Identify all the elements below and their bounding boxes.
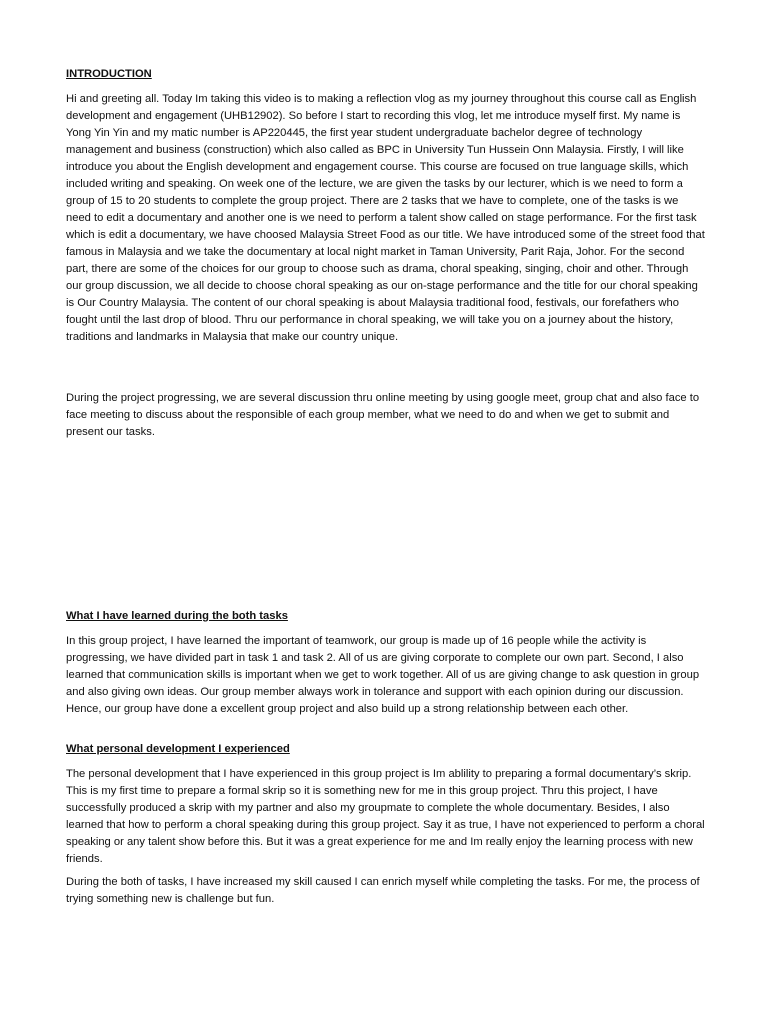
- introduction-paragraph-2: [66, 390, 706, 441]
- development-paragraph-text: The personal development that I have experienced in this group project is Im ablility to preparing a formal documentary’s skrip. This is my first time to prepare a formal skrip so it is something new for me in this group project. Thru this project, I have successfully produced a skrip with my partner and also my groupmate to complete the whole documentary. Besides, I also learned that how to perform a choral speaking during this group project. Say it as true, I have not experienced to perform a choral speaking or any talent show before this. But it was a great experience for me and Im really enjoy the learning process with new friends.: [66, 768, 705, 865]
- learned-heading: What I have learned during the both tasks: [66, 610, 288, 622]
- development-heading: What personal development I experienced: [66, 743, 290, 755]
- learned-paragraph-text: In this group project, I have learned the important of teamwork, our group is made up of 16 people while the activity is progressing, we have divided part in task 1 and task 2. All of us are giving corporate to complete our own part. Second, I also learned that communication skills is important when we get to work together. All of us are giving change to ask question in group and also giving own ideas. Our group member always work in tolerance and support with each opinion during our discussion. Hence, our group have done a excellent group project and also build up a strong relationship between each other.: [66, 635, 700, 715]
- introduction-paragraph-1: [66, 91, 706, 346]
- introduction-paragraph-text: Hi and greeting all. Today Im taking this video is to making a reflection vlog as my journey throughout this course call as English development and engagement (UHB12902). So before I start to recording this vlog, let me introduce myself first. My name is Yong Yin Yin and my matic number is AP220445, the first year student undergraduate bachelor degree of technology management and business (construction) which also called as BPC in University Tun Hussein Onn Malaysia. Firstly, I will like introduce you about the English development and engagement course. This course are focused on true language skills, which included writing and speaking. On week one of the lecture, we are given the tasks by our lecturer, which is we need to form a group of 15 to 20 students to complete the group project. There are 2 tasks that we have to complete, one of the tasks is we need to edit a documentary and another one is we need to perform a talent show called on stage performance. For the first task which is edit a documentary, we have choosed Malaysia Street Food as our title. We have introduced some of the street food that famous in Malaysia and we take the documentary at local night market in Taman University, Parit Raja, Johor. For the second part, there are some of the choices for our group to choose such as drama, choral speaking, singing, choir and other. Through our group discussion, we all decide to choose choral speaking as our on-stage performance and the title for our choral speaking is Our Country Malaysia. The content of our choral speaking is about Malaysia traditional food, festivals, our forefathers who fought until the last drop of blood. Thru our performance in choral speaking, we will take you on a journey about the history, traditions and landmarks in Malaysia that make our country unique.: [66, 93, 705, 343]
- learned-paragraph-1: [66, 633, 706, 718]
- introduction-heading: INTRODUCTION: [66, 68, 152, 80]
- development-paragraph-1: [66, 766, 706, 868]
- development-paragraph-2: [66, 874, 706, 908]
- development-paragraph-text: During the both of tasks, I have increased my skill caused I can enrich myself while completing the tasks. For me, the process of trying something new is challenge but fun.: [66, 876, 700, 905]
- introduction-paragraph-text: During the project progressing, we are several discussion thru online meeting by using google meet, group chat and also face to face meeting to discuss about the responsible of each group member, what we need to do and when we get to submit and present our tasks.: [66, 392, 700, 438]
